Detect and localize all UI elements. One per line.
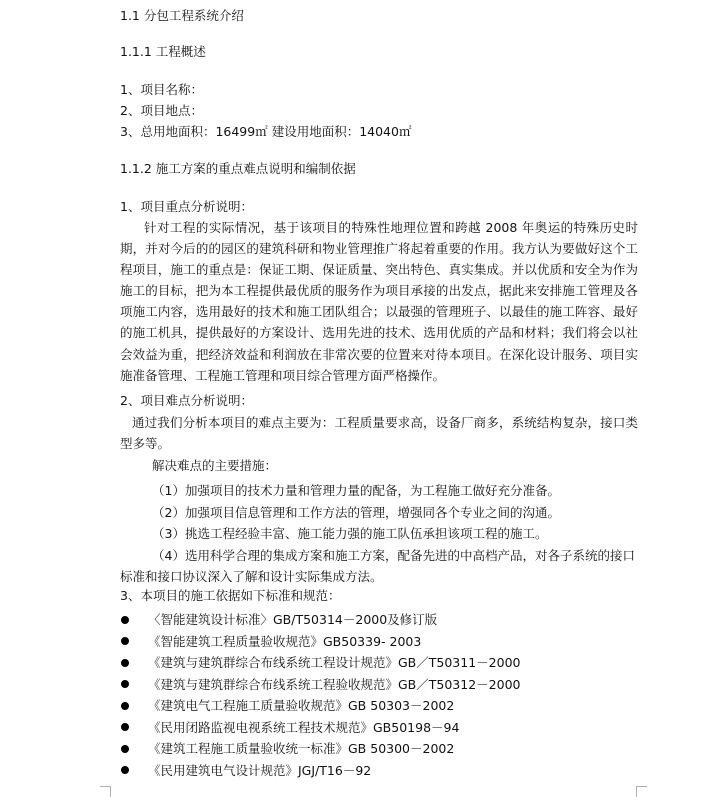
list-item [120, 609, 520, 631]
bullet-icon [121, 616, 129, 624]
project-name-line: 1、项目名称： [120, 82, 203, 97]
list-item [120, 717, 520, 739]
standard-text: 《建筑与建筑群综合布线系统工程验收规范》GB／T50312－2000 [148, 676, 521, 692]
list-item [120, 760, 520, 782]
standards-title: 3、本项目的施工依据如下标准和规范： [120, 588, 341, 603]
bullet-icon [121, 766, 129, 774]
standards-list [120, 609, 520, 781]
list-item [120, 631, 520, 653]
measures-title: 解决难点的主要措施： [152, 458, 278, 473]
standard-text: 《民用闭路监视电视系统工程技术规范》GB50198－94 [148, 719, 460, 735]
project-location-line: 2、项目地点： [120, 103, 203, 118]
heading-1-1-1: 1.1.1 工程概述 [120, 44, 206, 59]
list-item [120, 652, 520, 674]
heading-1-1: 1.1 分包工程系统介绍 [120, 8, 244, 23]
standard-text: 《智能建筑工程质量验收规范》GB50339- 2003 [148, 633, 422, 649]
bullet-icon [121, 680, 129, 688]
standard-text: 《建筑工程施工质量验收统一标准》GB 50300－2002 [148, 741, 455, 756]
list-item: （2）加强项目信息管理和工作方法的管理，增强同各个专业之间的沟通。 [152, 504, 560, 520]
list-item [120, 695, 520, 717]
list-item: （3）挑选工程经验丰富、施工能力强的施工队伍承担该项工程的施工。 [152, 526, 548, 541]
bullet-icon [121, 745, 129, 753]
project-area-line: 3、总用地面积：16499㎡ 建设用地面积：14040㎡ [120, 124, 412, 139]
bullet-icon [121, 723, 129, 731]
measures-list [120, 480, 638, 588]
bullet-icon [121, 637, 129, 645]
difficulty-paragraph: 通过我们分析本项目的难点主要为：工程质量要求高，设备厂商多，系统结构复杂，接口类型多等。 [120, 415, 638, 452]
list-item: （4）选用科学合理的集成方案和施工方案，配备先进的中高档产品，对各子系统的接口标准和接口协议深入了解和设计实际集成方法。 [120, 547, 635, 584]
bullet-icon [121, 702, 129, 710]
standard-text: 《民用建筑电气设计规范》JGJ/T16－92 [148, 762, 372, 778]
key-points-title: 1、项目重点分析说明： [120, 199, 253, 214]
standard-text: 〈智能建筑设计标准〉GB/T50314－2000及修订版 [148, 612, 438, 627]
margin-corner-mark-right [636, 786, 647, 797]
margin-corner-mark-left [100, 786, 111, 797]
key-points-paragraph: 针对工程的实际情况，基于该项目的特殊性地理位置和跨越 2008 年奥运的特殊历史时期，并对今后的的园区的建筑科研和物业管理推广将起着重要的作用。我方认为要做好这个工程项目，施工的重点是：保证工期、保证质量、突出特色、真实集成。并以优质和安全为作为施工的目标，把为本工程提供最优质的服务作为项目承接的出发点，据此来安排施工管理及各项施工内容，选用最好的技术和施工团队组合；以最强的管理班子、以最佳的施工阵容、最好的施工机具，提供最好的方案设计、选用先进的技术、选用优质的产品和材料；我们将会以社会效益为重，把经济效益和利润放在非常次要的位置来对待本项目。在深化设计服务、项目实施准备管理、工程施工管理和项目综合管理方面严格操作。 [120, 220, 638, 383]
list-item [120, 674, 520, 696]
difficulty-title: 2、项目难点分析说明： [120, 393, 253, 408]
heading-1-1-2: 1.1.2 施工方案的重点难点说明和编制依据 [120, 161, 356, 176]
list-item [120, 738, 520, 760]
standard-text: 《建筑电气工程施工质量验收规范》GB 50303－2002 [148, 698, 455, 713]
list-item: （1）加强项目的技术力量和管理力量的配备，为工程施工做好充分准备。 [152, 483, 560, 498]
standard-text: 《建筑与建筑群综合布线系统工程设计规范》GB／T50311－2000 [148, 655, 521, 670]
bullet-icon [121, 659, 129, 667]
